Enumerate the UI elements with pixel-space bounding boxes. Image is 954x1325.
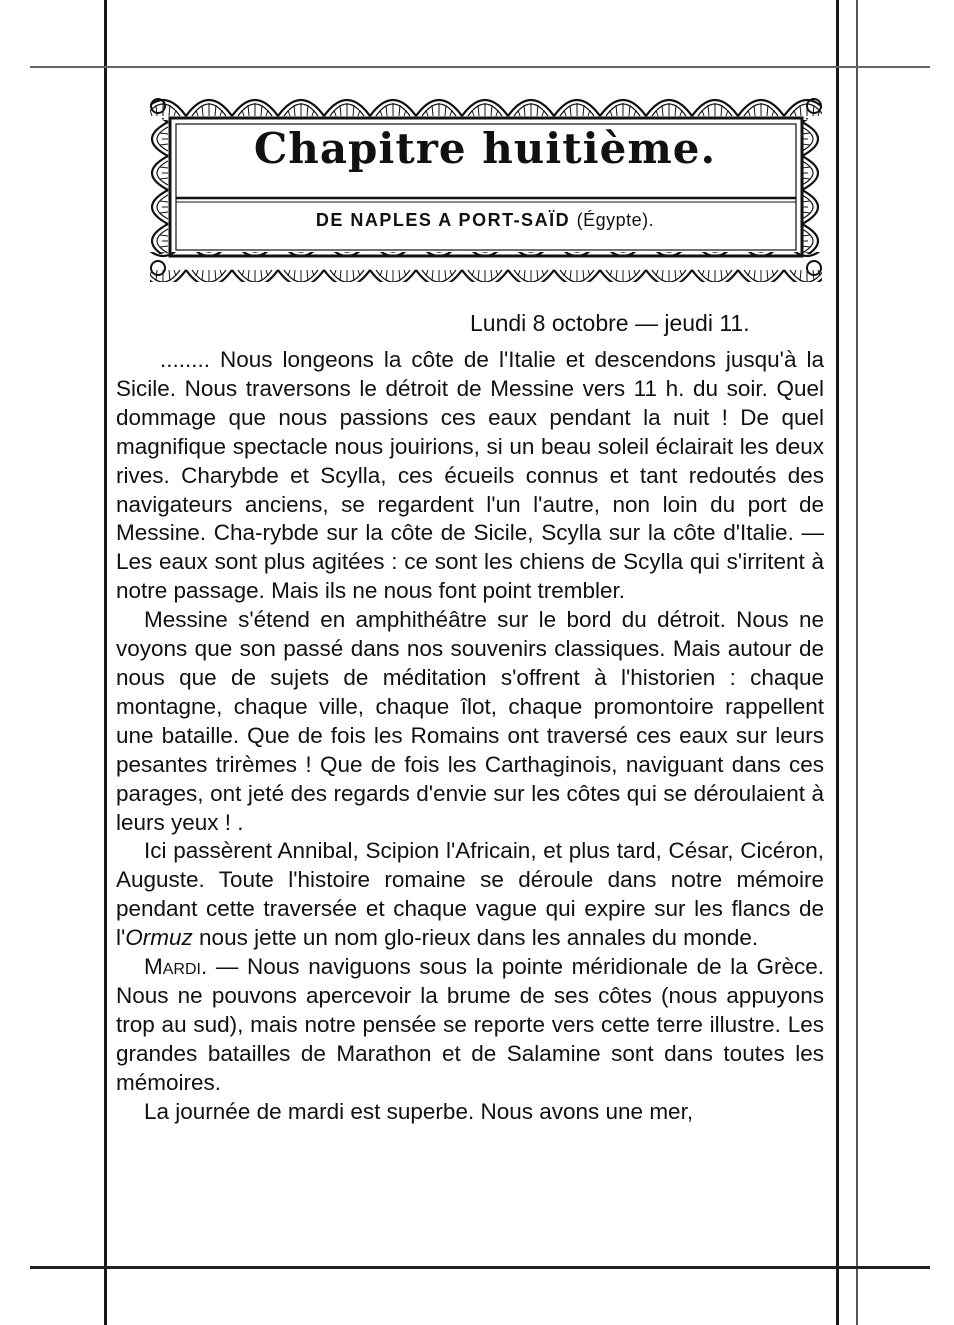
scan-rule-bottom <box>30 1266 930 1269</box>
paragraph-3 <box>116 837 824 953</box>
chapter-header-frame <box>140 88 832 286</box>
ship-name: Ormuz <box>125 925 193 951</box>
scan-rule-top <box>30 66 930 68</box>
paragraph-3-text-b: nous jette un nom glo-rieux dans les annales du monde. <box>192 925 759 951</box>
paragraph-3-text-a: Ici passèrent Annibal, Scipion l'Africain, et plus tard, César, Cicéron, Auguste. Toute l'histoire romaine se déroule dans notre mémoire pendant cette traversée et chaque vague qui expire sur les flancs de l' <box>116 838 824 951</box>
paragraph-5: La journée de mardi est superbe. Nous avons une mer, <box>144 1098 694 1124</box>
paragraph-4-lead: Mardi. <box>144 954 208 980</box>
paragraph-4-text: — Nous naviguons sous la pointe méridionale de la Grèce. Nous ne pouvons apercevoir la brume de ses côtes (nous appuyons trop au sud), mais notre pensée se reporte vers cette terre illustre. Les grandes batailles de Marathon et de Salamine sont dans toutes les mémoires. <box>116 954 824 1095</box>
date-heading: Lundi 8 octobre — jeudi 11. <box>470 310 750 336</box>
scan-edge-far-right <box>856 0 858 1325</box>
paragraph-1: ........ Nous longeons la côte de l'Italie et descendons jusqu'à la Sicile. Nous traversons le détroit de Messine vers 11 h. du soir. Quel dommage que nous passions ces eaux pendant la nuit ! De quel magnifique spectacle nous jouirions, si un beau soleil éclairait les deux rives. Charybde et Scylla, ces écueils connus et tant redoutés des navigateurs anciens, se regardent l'un l'autre, non loin du port de Messine. Cha-rybde sur la côte de Sicile, Scylla sur la côte d'Italie. — Les eaux sont plus agitées : ce sont les chiens de Scylla qui s'irritent à notre passage. Mais ils ne nous font point trembler. <box>116 347 824 604</box>
chapter-subtitle <box>190 210 780 231</box>
scan-edge-left <box>104 0 107 1325</box>
paragraph-2: Messine s'étend en amphithéâtre sur le bord du détroit. Nous ne voyons que son passé dans nos souvenirs classiques. Mais autour de nous que de sujets de méditation s'offrent à l'historien : chaque montagne, chaque ville, chaque îlot, chaque promontoire rappellent une bataille. Que de fois les Romains ont traversé ces eaux sur leurs pesantes trirèmes ! Que de fois les Carthaginois, naviguant dans ces parages, ont jeté des regards d'envie sur les côtes qui se déroulaient à leurs yeux ! . <box>116 607 824 835</box>
ornamental-border <box>140 88 832 286</box>
chapter-subtitle-country: (Égypte). <box>576 210 655 230</box>
chapter-subtitle-route: DE NAPLES A PORT-SAÏD <box>315 210 571 230</box>
chapter-title: Chapitre huitième. <box>253 124 717 173</box>
scan-edge-right <box>836 0 839 1325</box>
paragraph-4 <box>116 953 824 1098</box>
body-text <box>116 346 824 1126</box>
